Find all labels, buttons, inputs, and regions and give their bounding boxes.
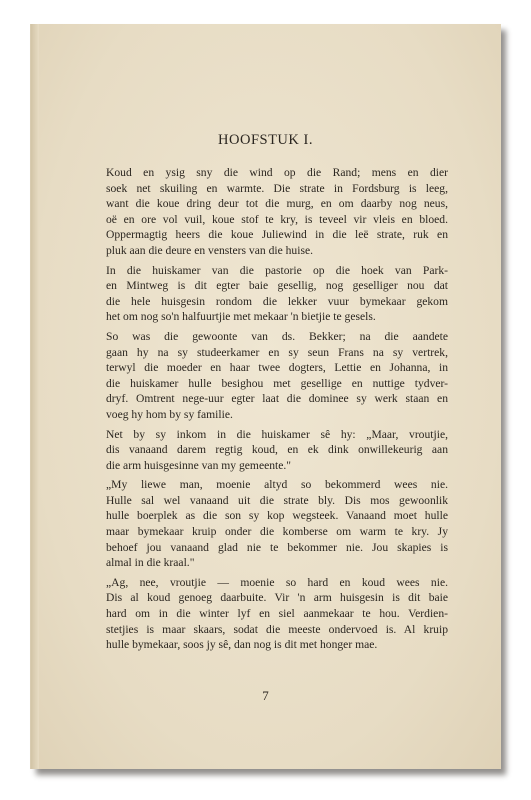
text-line: die huiskamer hulle besighou met gesellige en nuttige tydver- <box>106 376 448 390</box>
text-line: terwyl die moeder en haar twee dogters, Lettie en Johanna, in <box>106 361 448 375</box>
text-line: maar bymekaar kruip onder die komberse om warm te kry. Jy <box>106 525 448 539</box>
chapter-heading: HOOFSTUK I. <box>218 132 313 148</box>
text-line: oë en ore vol vuil, koue stof te kry, is teveel vir vleis en bloed. <box>106 212 448 226</box>
body-text <box>88 165 448 657</box>
paragraph <box>88 165 448 259</box>
text-line: In die huiskamer van die pastorie op die hoek van Park- <box>106 263 448 277</box>
text-line: almal in die kraal." <box>106 556 195 570</box>
text-line: stetjies is maar skaars, sodat die meeste ondervoed is. Al kruip <box>106 622 448 636</box>
text-line: dryf. Omtrent nege-uur egter laat die dominee sy werk staan en <box>106 392 448 406</box>
text-line: Oppermagtig heers die koue Juliewind in die leë strate, ruk en <box>106 228 448 242</box>
text-line: dis vanaand darem regtig koud, en ek dink onwillekeurig aan <box>106 443 448 457</box>
text-line: „Ag, nee, vroutjie — moenie so hard en koud wees nie. <box>106 575 448 589</box>
text-line: behoef jou vanaand glad nie te bekommer nie. Jou skapies is <box>106 540 448 554</box>
text-line: hard om in die winter lyf en siel aanmekaar te hou. Verdien- <box>106 607 448 621</box>
text-line: soek net skuiling en warmte. Die strate in Fordsburg is leeg, <box>106 181 448 195</box>
text-line: Hulle sal wel vanaand uit die strate bly. Dis mos gewoonlik <box>106 493 448 507</box>
text-line: pluk aan die deure en vensters van die huise. <box>106 243 314 257</box>
page-number: 7 <box>262 688 269 703</box>
text-line: Net by sy inkom in die huiskamer sê hy: „Maar, vroutjie, <box>106 427 448 441</box>
paragraph <box>88 263 448 325</box>
text-line: hulle bymekaar, soos jy sê, dan nog is dit met honger mae. <box>106 638 378 652</box>
text-line: die hele huisgesin rondom die lekker vuur bymekaar gekom <box>106 294 448 308</box>
paragraph <box>88 329 448 423</box>
text-line: Dis al koud genoeg daarbuite. Vir 'n arm huisgesin is dit baie <box>106 591 448 605</box>
paragraph <box>88 575 448 653</box>
text-line: gaan hy na sy studeerkamer en sy seun Frans na sy vertrek, <box>106 345 448 359</box>
paragraph <box>88 427 448 474</box>
paragraph <box>88 477 448 571</box>
text-line: Koud en ysig sny die wind op die Rand; mens en dier <box>106 166 448 179</box>
text-line: want die koue dring deur tot die murg, en om daarby nog neus, <box>106 197 448 211</box>
text-line: het om nog so'n halfuurtjie met mekaar 'n bietjie te gesels. <box>106 310 376 324</box>
text-line: voeg hy hom by sy familie. <box>106 407 233 421</box>
text-line: „My liewe man, moenie altyd so bekommerd wees nie. <box>106 478 448 492</box>
text-line: die arm huisgesinne van my gemeente." <box>106 458 292 472</box>
text-line: hulle boerplek as die son sy kop wegsteek. Vanaand moet hulle <box>106 509 448 523</box>
text-line: So was die gewoonte van ds. Bekker; na die aandete <box>106 329 448 343</box>
text-line: en Mintweg is dit egter baie gesellig, nog geselliger nou dat <box>106 279 448 293</box>
